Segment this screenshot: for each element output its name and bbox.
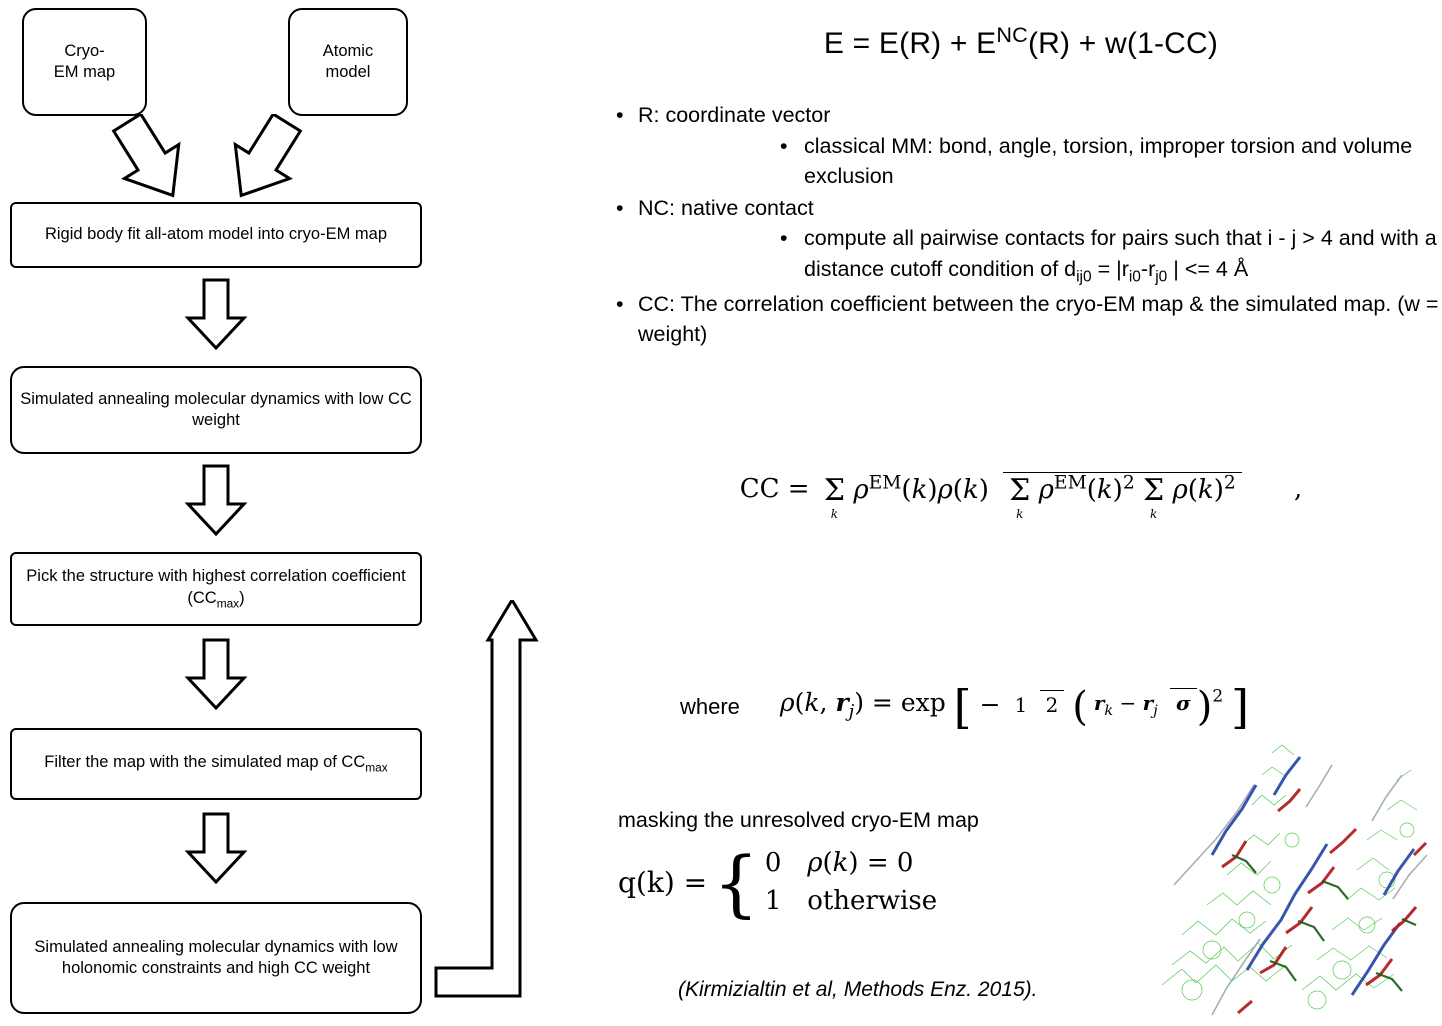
node-filter-map bbox=[10, 728, 422, 800]
q-formula-lhs: q(k) = bbox=[618, 866, 708, 900]
bullet-dot-icon: • bbox=[616, 291, 624, 316]
bullet-list bbox=[600, 100, 1442, 351]
bullet-cc-label: CC: The correlation coefficient between the cryo-EM map & the simulated map. (w = weight) bbox=[638, 291, 1439, 347]
node-sa-md-low-cc bbox=[10, 366, 422, 454]
bullet-r-label: R: coordinate vector bbox=[638, 103, 831, 127]
node-atomic-model bbox=[288, 8, 408, 116]
cc-formula bbox=[600, 472, 1442, 522]
cc-trailing-comma: , bbox=[1294, 474, 1303, 505]
arrow-down-1 bbox=[184, 278, 248, 350]
where-label: where bbox=[680, 694, 740, 719]
cc-fraction bbox=[818, 472, 1242, 522]
cc-formula-lhs: CC = bbox=[739, 474, 810, 505]
cryo-em-molecule-image bbox=[1152, 735, 1442, 1026]
arrow-converging bbox=[110, 114, 320, 206]
bullet-cc bbox=[606, 289, 1442, 350]
node-rigid-body-fit-label: Rigid body fit all-atom model into cryo-EM map bbox=[44, 225, 388, 244]
bullet-dot-icon: • bbox=[616, 195, 624, 220]
bullet-dot-icon: • bbox=[616, 103, 624, 127]
q-case-1-cond: ρ(k) = 0 bbox=[807, 848, 914, 878]
rho-definition-row bbox=[680, 680, 1440, 734]
node-pick-structure bbox=[10, 552, 422, 626]
node-filter-map-label: Filter the map with the simulated map of $CC_{max}$ bbox=[44, 753, 388, 775]
arrow-down-3 bbox=[184, 638, 248, 710]
bullet-nc-child-label: compute all pairwise contacts for pairs such that i - j > 4 and with a distance cutoff condition of $d_{ij0} = |r_{i0}-r_{j0}$ | <= 4 Å bbox=[804, 226, 1437, 285]
q-formula-cases bbox=[765, 845, 937, 920]
mask-caption: masking the unresolved cryo-EM map bbox=[618, 808, 979, 832]
arrow-down-4 bbox=[184, 812, 248, 884]
bullet-r bbox=[606, 100, 1442, 192]
node-sa-md-holonomic-label: Simulated annealing molecular dynamics with low holonomic constraints and high CC weight bbox=[34, 937, 398, 977]
bullet-dot-icon: • bbox=[780, 133, 788, 158]
left-brace-icon: { bbox=[713, 840, 759, 925]
bullet-nc bbox=[606, 193, 1442, 288]
q-case-1-value: 0 bbox=[764, 848, 782, 878]
q-case-2-value: 1 bbox=[764, 885, 782, 916]
q-formula bbox=[618, 840, 938, 925]
bullet-dot-icon: • bbox=[780, 226, 788, 251]
node-sa-md-holonomic bbox=[10, 902, 422, 1014]
node-cryo-em-map bbox=[22, 8, 147, 116]
bullet-nc-child bbox=[778, 223, 1442, 288]
citation-text: (Kirmizialtin et al, Methods Enz. 2015). bbox=[678, 978, 1038, 1001]
cc-denominator: Σ k $\rho^{EM}(k)^2$ Σ k $\rho(k)^2$ bbox=[1003, 472, 1242, 505]
bullet-r-child bbox=[778, 131, 1442, 192]
bullet-r-child-label: classical MM: bond, angle, torsion, improper torsion and volume exclusion bbox=[804, 133, 1413, 189]
arrow-feedback-loop bbox=[424, 600, 544, 1020]
sum-symbol: Σ k bbox=[1142, 473, 1165, 522]
node-rigid-body-fit bbox=[10, 202, 422, 268]
node-pick-structure-label: Pick the structure with highest correlation coefficient $(CC_{max})$ bbox=[26, 567, 406, 611]
sum-symbol: Σ k bbox=[1009, 473, 1031, 522]
main-equation: $E = E(R) + E^{NC}(R) + w(1-CC)$ bbox=[823, 22, 1219, 60]
node-sa-md-low-cc-label: Simulated annealing molecular dynamics with low CC weight bbox=[20, 389, 412, 429]
flowchart-panel bbox=[0, 0, 600, 1026]
node-atomic-model-label: Atomic model bbox=[322, 41, 374, 81]
equations-panel bbox=[600, 0, 1442, 1026]
rho-formula: ρ(k, $r_j) = \exp$ [ − 1 2 ( $r_k - r_j$ σ )$^2$ ] bbox=[779, 680, 1250, 734]
sum-symbol: Σ k bbox=[823, 473, 846, 522]
bullet-nc-label: NC: native contact bbox=[638, 195, 814, 220]
arrow-down-2 bbox=[184, 464, 248, 536]
q-case-2-cond: otherwise bbox=[807, 885, 938, 916]
cc-numerator: Σ k $\rho^{EM}(k)\rho(k)$ bbox=[823, 472, 998, 522]
node-cryo-em-map-label: Cryo- EM map bbox=[53, 41, 116, 81]
